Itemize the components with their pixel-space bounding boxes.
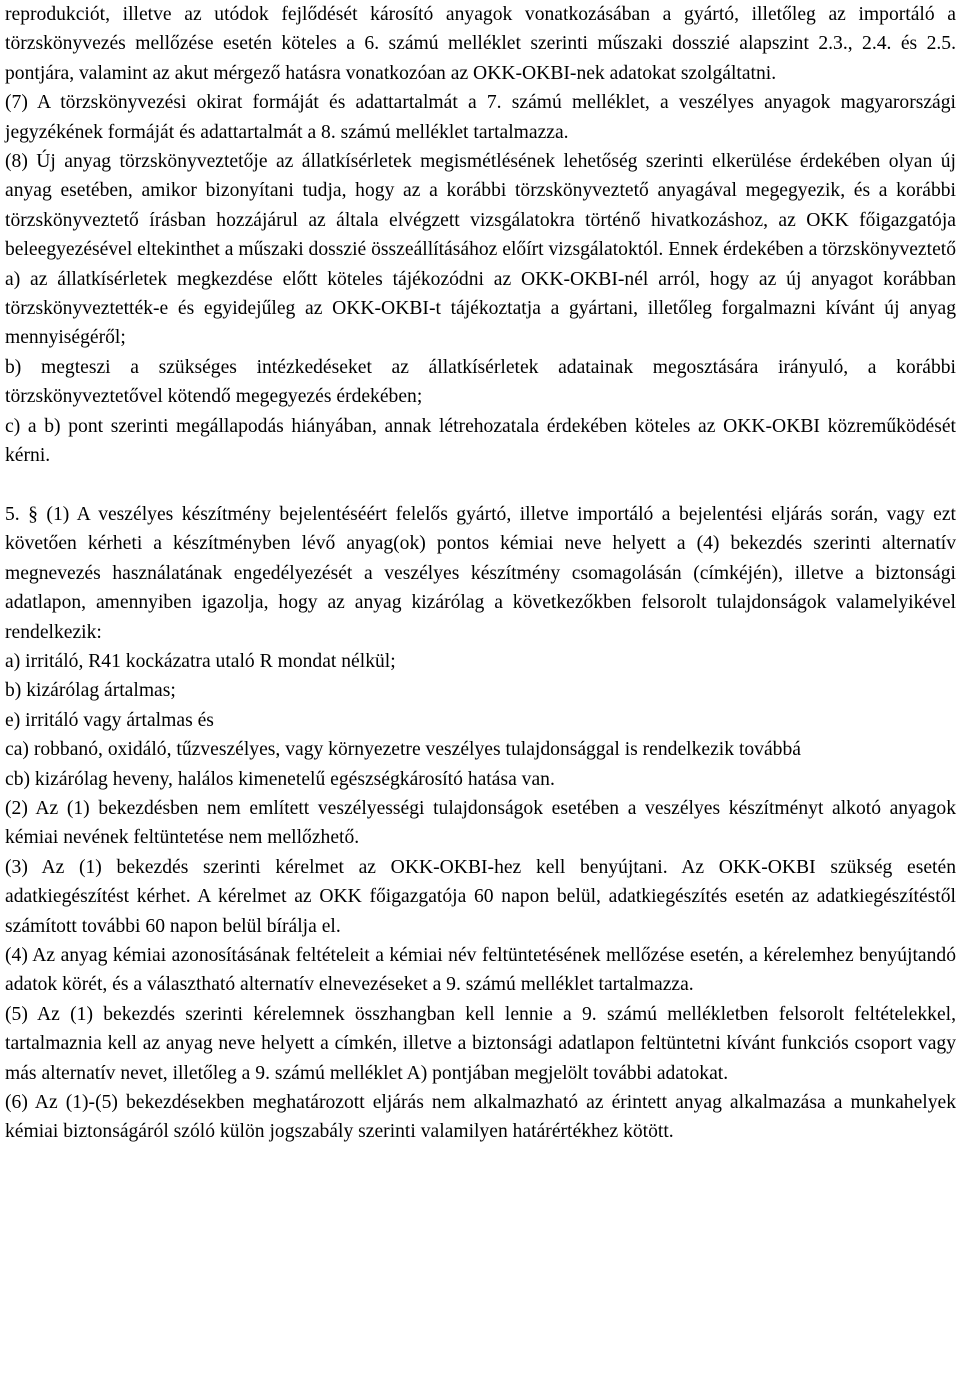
section-5-point-e: e) irritáló vagy ártalmas és	[5, 709, 214, 731]
section-5-paragraph-4: (4) Az anyag kémiai azonosításának feltételeit a kémiai név feltüntetésének mellőzése esetén, a kérelemhez benyújtandó adatok körét, és a választható alternatív elnevezéseket a 9. számú melléklet tartalmazza.	[5, 944, 956, 996]
paragraph-8-point-a: a) az állatkísérletek megkezdése előtt köteles tájékozódni az OKK-OKBI-nél arról, hogy az új anyagot korábban törzskönyveztették-e és egyidejűleg az OKK-OKBI-t tájékoztatja a gyártani, illetőleg forgalmazni kívánt új anyag mennyiségéről;	[5, 268, 956, 349]
paragraph-8: (8) Új anyag törzskönyveztetője az állatkísérletek megismétlésének lehetőség szerinti elkerülése érdekében olyan új anyag esetében, amikor bizonyítani tudja, hogy az a korábbi törzskönyveztető anyagával megegyezik, és a korábbi törzskönyveztető írásban hozzájárul az általa elvégzett vizsgálatokra történő hivatkozáshoz, az OKK főigazgatója beleegyezésével eltekinthet a műszaki dosszié összeállításához előírt vizsgálatoktól. Ennek érdekében a törzskönyveztető	[5, 151, 957, 261]
section-5-paragraph-1: 5. § (1) A veszélyes készítmény bejelentéséért felelős gyártó, illetve importáló a bejelentési eljárás során, vagy ezt követően kérheti a készítményben lévő anyag(ok) pontos kémiai neve helyett a (4) bekezdés szerinti alternatív megnevezés használatának engedélyezését a veszélyes készítmény csomagolásán (címkéjén), illetve a biztonsági adatlapon, amennyiben igazolja, hogy az anyag kizárólag a következőkben felsorolt tulajdonságok valamelyikével rendelkezik:	[5, 503, 956, 643]
paragraph-7: (7) A törzskönyvezési okirat formáját és adattartalmát a 7. számú melléklet, a veszélyes anyagok magyarországi jegyzékének formáját és adattartalmát a 8. számú melléklet tartalmazza.	[5, 92, 956, 143]
section-5-paragraph-5: (5) Az (1) bekezdés szerinti kérelemnek összhangban kell lennie a 9. számú mellékletben felsorolt feltételekkel, tartalmaznia kell az anyag neve helyett a címkén, illetve a biztonsági adatlapon feltüntetni kívánt funkciós csoport vagy más alternatív nevet, illetőleg a 9. számú melléklet A) pontjában megjelölt további adatokat.	[5, 1003, 956, 1084]
section-5-point-a: a) irritáló, R41 kockázatra utaló R mondat nélkül;	[5, 650, 396, 672]
section-5-point-ca: ca) robbanó, oxidáló, tűzveszélyes, vagy környezetre veszélyes tulajdonsággal is rendelkezik továbbá	[5, 739, 801, 761]
paragraph-8-point-c: c) a b) pont szerinti megállapodás hiányában, annak létrehozatala érdekében köteles az OKK-OKBI közreműködését kérni.	[5, 415, 956, 467]
paragraph-8-point-b: b) megteszi a szükséges intézkedéseket az állatkísérletek adatainak megosztására irányuló, a korábbi törzskönyveztetővel kötendő megegyezés érdekében;	[5, 356, 956, 408]
section-5-point-b: b) kizárólag ártalmas;	[5, 680, 176, 702]
section-5-paragraph-3: (3) Az (1) bekezdés szerinti kérelmet az OKK-OKBI-hez kell benyújtani. Az OKK-OKBI szükség esetén adatkiegészítést kérhet. A kérelmet az OKK főigazgatója 60 napon belül, adatkiegészítés esetén az adatkiegészítéstől számított további 60 napon belül bírálja el.	[5, 856, 956, 937]
section-5-paragraph-6: (6) Az (1)-(5) bekezdésekben meghatározott eljárás nem alkalmazható az érintett anyag alkalmazása a munkahelyek kémiai biztonságáról szóló külön jogszabály szerinti valamilyen határértékhez kötött.	[5, 1092, 956, 1143]
section-5-point-cb: cb) kizárólag heveny, halálos kimenetelű egészségkárosító hatása van.	[5, 768, 555, 790]
section-5-paragraph-2: (2) Az (1) bekezdésben nem említett veszélyességi tulajdonságok esetében a veszélyes készítményt alkotó anyagok kémiai nevének feltüntetése nem mellőzhető.	[5, 797, 956, 849]
paragraph-continuation: reprodukciót, illetve az utódok fejlődését károsító anyagok vonatkozásában a gyártó, illetőleg az importáló a törzskönyvezés mellőzése esetén köteles a 6. számú melléklet szerinti műszaki dosszié alapszint 2.3., 2.4. és 2.5. pontjára, valamint az akut mérgező hatásra vonatkozóan az OKK-OKBI-nek adatokat szolgáltatni.	[5, 4, 956, 84]
